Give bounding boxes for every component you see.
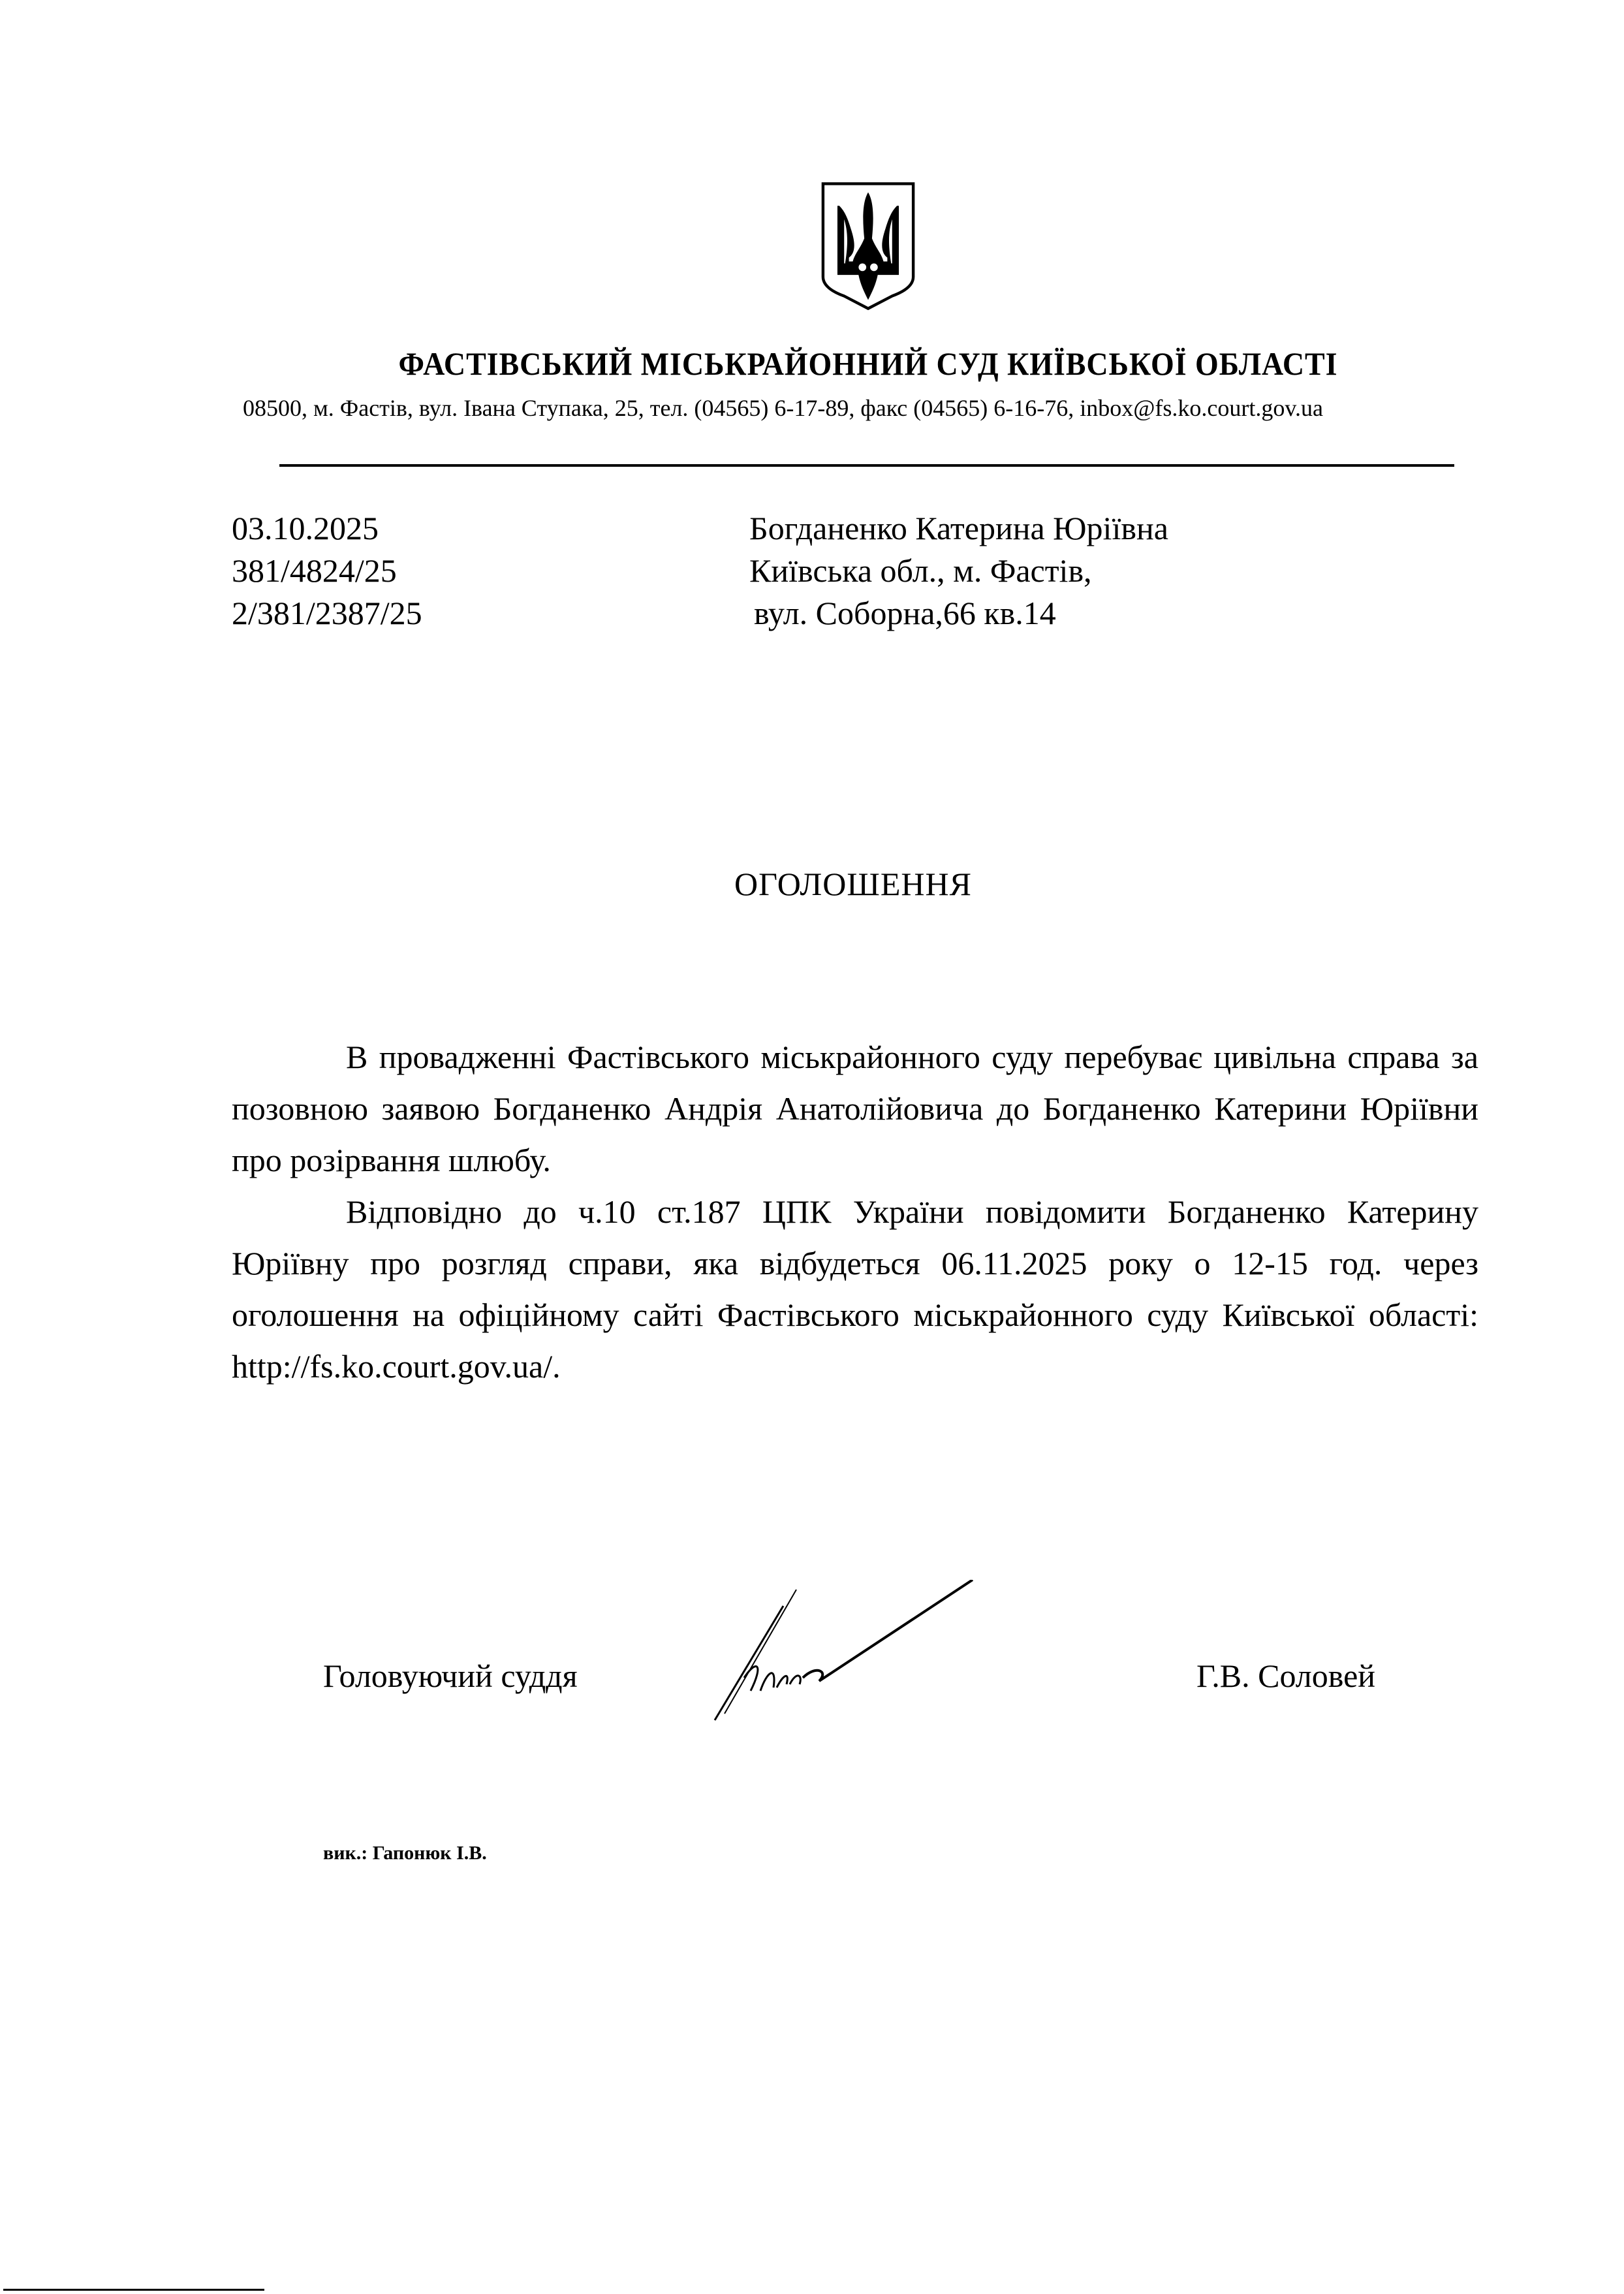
addressee-address-line1: Київська обл., м. Фастів, xyxy=(749,552,1092,589)
document-date: 03.10.2025 xyxy=(232,510,379,546)
signer-role: Головуючий суддя xyxy=(323,1658,578,1694)
executor-note: вик.: Гапонюк І.В. xyxy=(323,1842,487,1864)
addressee-name: Богданенко Катерина Юріївна xyxy=(749,510,1168,546)
addressee-address-line2: вул. Соборна,66 кв.14 xyxy=(754,595,1056,631)
outgoing-number: 381/4824/25 xyxy=(232,552,397,589)
announcement-body xyxy=(232,1031,1478,1392)
body-paragraph: В провадженні Фастівського міськрайонного суду перебуває цивільна справа за позовною заявою Богданенко Андрія Анатолійовича до Богданенко Катерини Юріївни про розірвання шлюбу. xyxy=(232,1039,1478,1178)
court-name-text: ФАСТІВСЬКИЙ МІСЬКРАЙОННИЙ СУД КИЇВСЬКОЇ ОБЛАСТІ xyxy=(398,345,1338,382)
signer-name: Г.В. Соловей xyxy=(1196,1658,1376,1694)
body-paragraph: Відповідно до ч.10 ст.187 ЦПК України повідомити Богданенко Катерину Юріївну про розгляд справи, яка відбудеться 06.11.2025 року о 12-15 год. через оголошення на офіційному сайті Фастівського міськрайонного суду Київської області: http://fs.ko.court.gov.ua/. xyxy=(232,1193,1478,1385)
court-address: 08500, м. Фастів, вул. Івана Ступака, 25, тел. (04565) 6-17-89, факс (04565) 6-16-76, inbox@fs.ko.court.gov.ua xyxy=(243,395,1323,421)
court-name xyxy=(69,345,1563,383)
footer-scan-line xyxy=(3,2289,264,2291)
header-divider xyxy=(279,464,1454,467)
document-title: ОГОЛОШЕННЯ xyxy=(734,866,972,902)
ukraine-coat-of-arms-icon xyxy=(819,181,917,311)
case-number: 2/381/2387/25 xyxy=(232,595,422,631)
handwritten-signature-icon xyxy=(705,1580,1070,1736)
